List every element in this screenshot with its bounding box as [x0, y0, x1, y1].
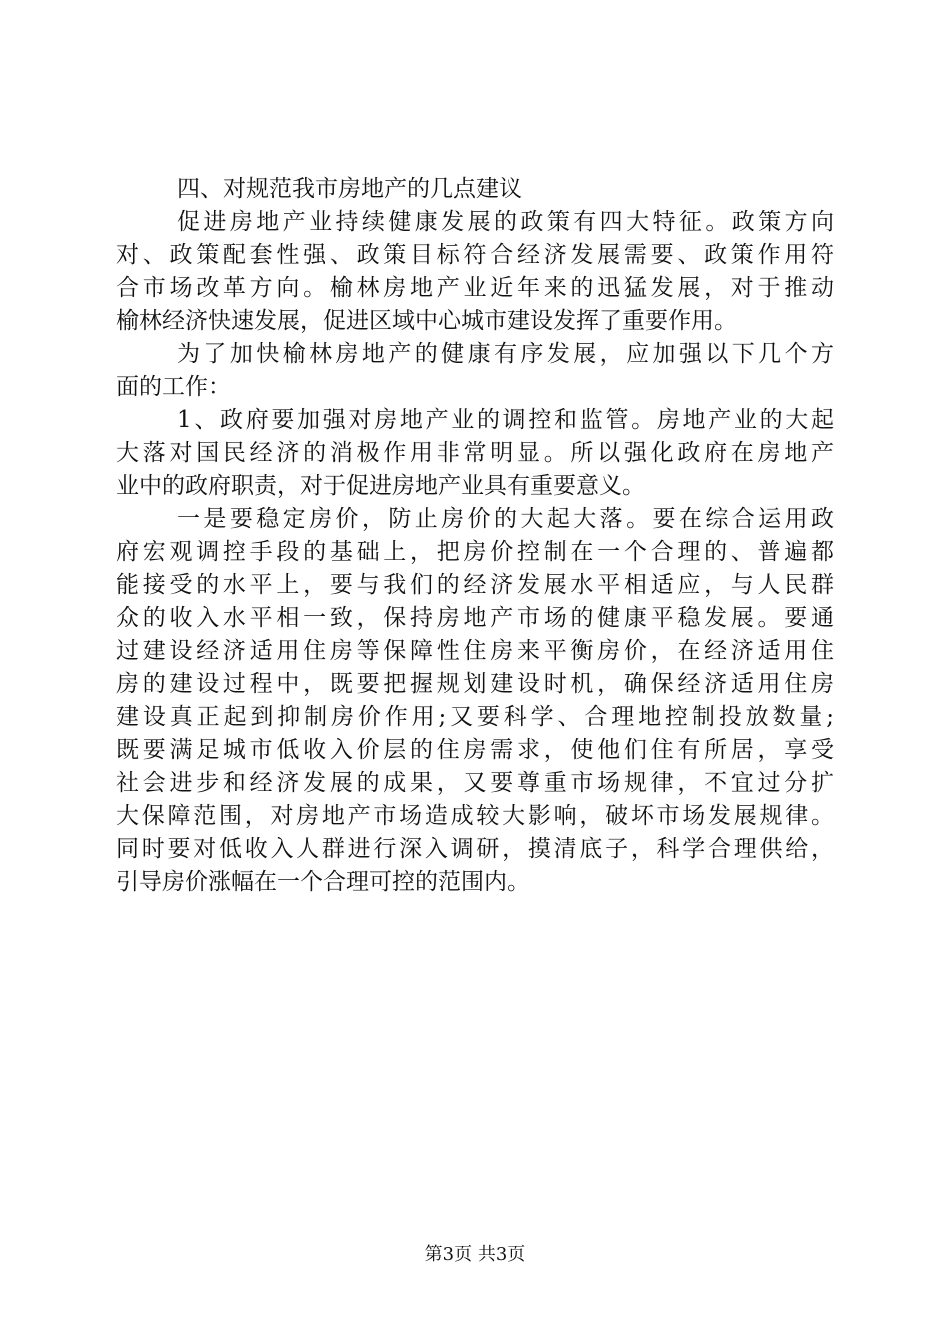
- text-line: 大保障范围，对房地产市场造成较大影响，破坏市场发展规律。: [116, 803, 834, 829]
- text-line: 引导房价涨幅在一个合理可控的范围内。: [116, 869, 530, 895]
- text-line: 社会进步和经济发展的成果，又要尊重市场规律，不宜过分扩: [116, 770, 834, 796]
- paragraph-policy-features: [116, 206, 834, 338]
- text-line: 促进房地产业持续健康发展的政策有四大特征。政策方向: [177, 209, 834, 235]
- paragraph-intro: [116, 338, 834, 404]
- text-line: 房的建设过程中，既要把握规划建设时机，确保经济适用住房: [116, 671, 834, 697]
- paragraph-stabilize-prices: [116, 503, 834, 899]
- text-line: 建设真正起到抑制房价作用;又要科学、合理地控制投放数量;: [116, 704, 834, 730]
- text-line: 合市场改革方向。榆林房地产业近年来的迅猛发展，对于推动: [116, 275, 834, 301]
- text-line: 为了加快榆林房地产的健康有序发展，应加强以下几个方: [177, 341, 834, 367]
- text-line: 榆林经济快速发展，促进区域中心城市建设发挥了重要作用。: [116, 308, 737, 334]
- text-line: 府宏观调控手段的基础上，把房价控制在一个合理的、普遍都: [116, 539, 834, 565]
- text-line: 众的收入水平相一致，保持房地产市场的健康平稳发展。要通: [116, 605, 834, 631]
- section-heading: 四、对规范我市房地产的几点建议: [177, 176, 522, 202]
- text-line: 1、政府要加强对房地产业的调控和监管。房地产业的大起: [177, 407, 834, 433]
- paragraph-point-1: [116, 404, 834, 503]
- text-line: 过建设经济适用住房等保障性住房来平衡房价，在经济适用住: [116, 638, 834, 664]
- text-line: 对、政策配套性强、政策目标符合经济发展需要、政策作用符: [116, 242, 834, 268]
- text-line: 同时要对低收入人群进行深入调研，摸清底子，科学合理供给，: [116, 836, 834, 862]
- text-line: 面的工作：: [116, 374, 231, 400]
- page-footer: 第3页 共3页: [424, 1244, 526, 1265]
- text-line: 一是要稳定房价，防止房价的大起大落。要在综合运用政: [177, 506, 834, 532]
- text-line: 能接受的水平上，要与我们的经济发展水平相适应，与人民群: [116, 572, 834, 598]
- document-body: [116, 173, 834, 899]
- text-line: 大落对国民经济的消极作用非常明显。所以强化政府在房地产: [116, 440, 834, 466]
- text-line: 既要满足城市低收入价层的住房需求，使他们住有所居，享受: [116, 737, 834, 763]
- text-line: 业中的政府职责，对于促进房地产业具有重要意义。: [116, 473, 645, 499]
